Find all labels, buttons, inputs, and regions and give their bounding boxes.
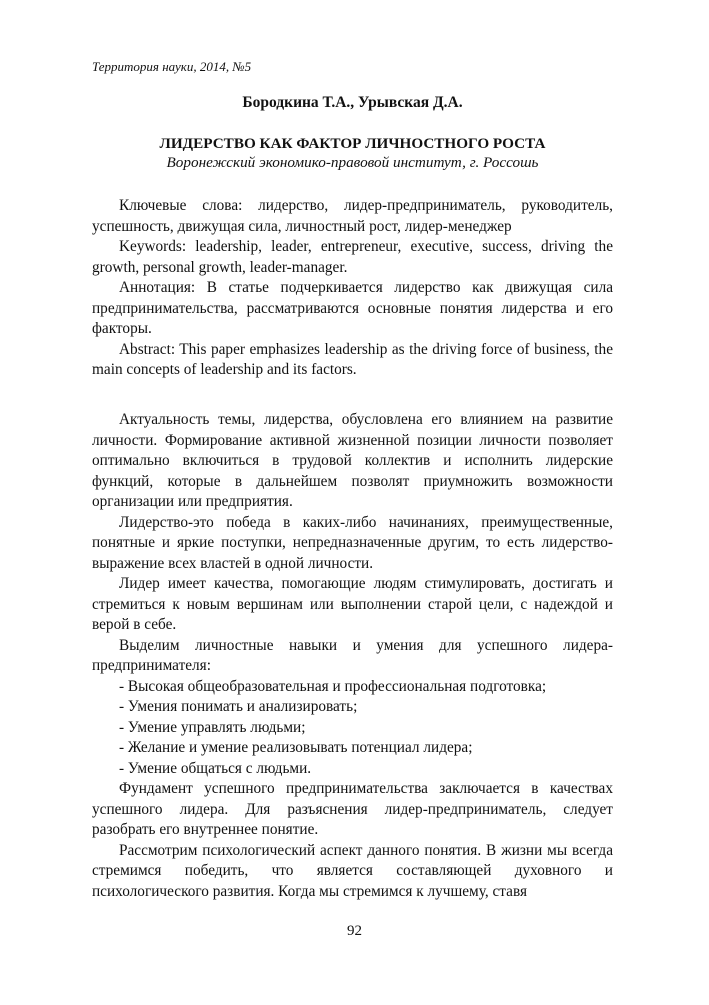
abstract-section [92, 196, 613, 381]
list-item: - Желание и умение реализовывать потенциал лидера; [119, 739, 473, 756]
list-item: - Умение управлять людьми; [119, 718, 306, 736]
list-item: - Умение общаться с людьми. [119, 759, 312, 777]
article-title: ЛИДЕРСТВО КАК ФАКТОР ЛИЧНОСТНОГО РОСТА [159, 135, 546, 152]
main-text-section [92, 410, 613, 902]
list-item: - Высокая общеобразовательная и профессиональная подготовка; [119, 677, 547, 695]
abstract-en-paragraph: Abstract: This paper emphasizes leadership as the driving force of business, the main concepts of leadership and its factors. [92, 340, 613, 378]
body-paragraph: Выделим личностные навыки и умения для успешного лидера-предпринимателя: [92, 636, 613, 674]
article-authors: Бородкина Т.А., Урывская Д.А. [242, 94, 463, 111]
list-item: - Умения понимать и анализировать; [119, 698, 358, 715]
body-paragraph: Лидер имеет качества, помогающие людям стимулировать, достигать и стремиться к новым вершинам или выполнении старой цели, с надеждой и верой в себе. [92, 575, 613, 633]
page-number: 92 [347, 923, 362, 939]
body-paragraph: Актуальность темы, лидерства, обусловлена его влиянием на развитие личности. Формирование активной жизненной позиции личности позволяет оптимально включиться в трудовой коллектив и исполнить лидерские функций, которые в дальнейшем позволят приумножить возможности организации или предприятия. [92, 411, 613, 510]
journal-header: Территория науки, 2014, №5 [92, 59, 252, 74]
body-paragraph: Рассмотрим психологический аспект данного понятия. В жизни мы всегда стремимся победить, что является составляющей духовного и психологического развития. Когда мы стремимся к лучшему, ставя [92, 841, 613, 900]
body-paragraph: Фундамент успешного предпринимательства заключается в качествах успешного лидера. Для разъяснения лидер-предприниматель, следует разобрать его внутреннее понятие. [92, 780, 613, 838]
body-paragraph: Лидерство-это победа в каких-либо начинаниях, преимущественные, понятные и яркие поступки, непредназначенные другим, то есть лидерство-выражение всех властей в одной личности. [92, 513, 613, 572]
keywords-en-paragraph: Keywords: leadership, leader, entrepreneur, executive, success, driving the growth, personal growth, leader-manager. [92, 238, 613, 276]
annotation-ru-paragraph: Аннотация: В статье подчеркивается лидерство как движущая сила предпринимательства, рассматриваются основные понятия лидерства и его факторы. [92, 279, 613, 337]
article-affiliation: Воронежский экономико-правовой институт, г. Россошь [166, 154, 539, 171]
keywords-ru-paragraph: Ключевые слова: лидерство, лидер-предприниматель, руководитель, успешность, движущая сила, личностный рост, лидер-менеджер [92, 197, 613, 235]
